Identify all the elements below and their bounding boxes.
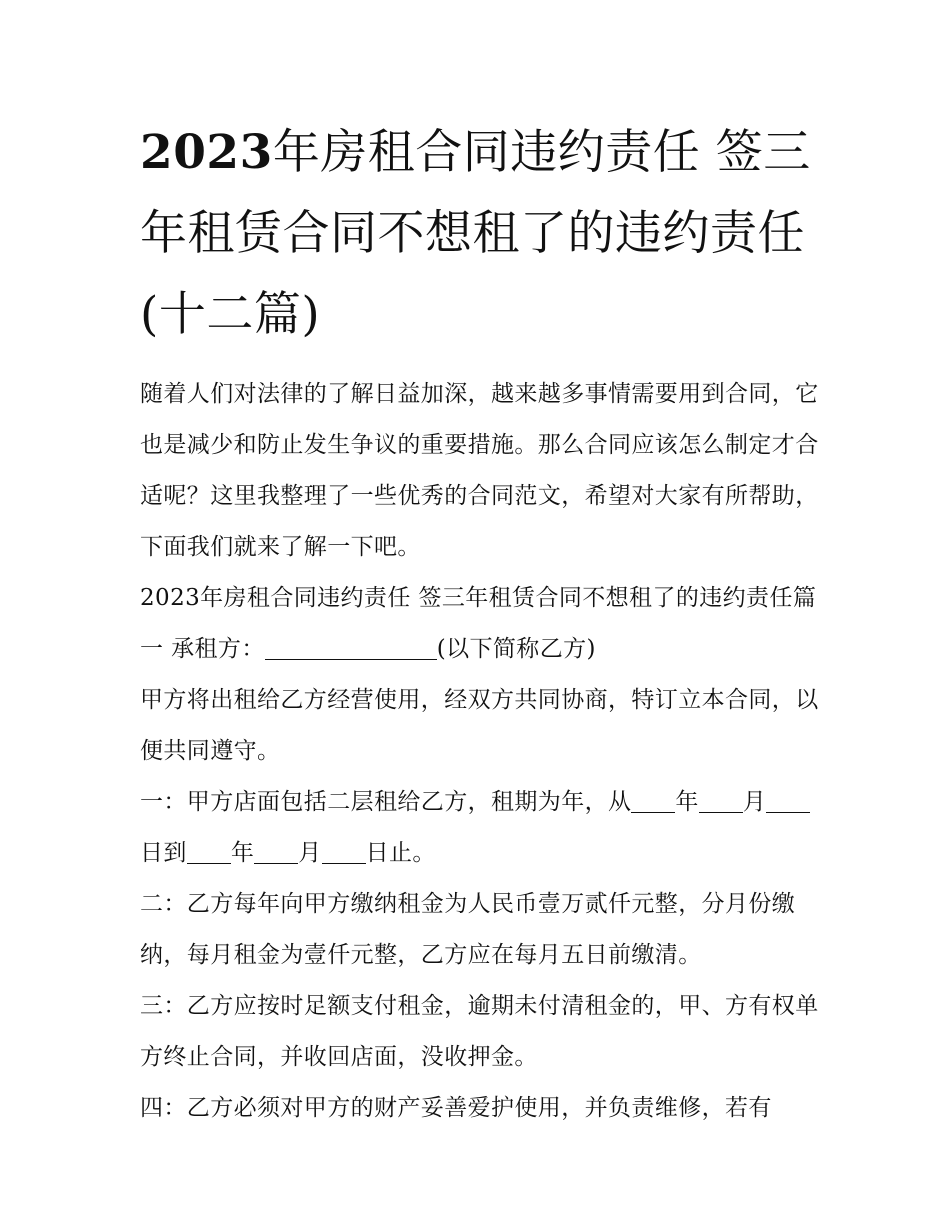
lessee-blank: [265, 635, 437, 660]
clause-1-text-g: 日止。: [365, 840, 436, 866]
start-month-blank: [699, 788, 743, 813]
title-year: 2023: [140, 125, 273, 180]
lessee-suffix: (以下简称乙方): [436, 636, 596, 662]
end-month-blank: [254, 839, 298, 864]
end-day-blank: [322, 839, 366, 864]
lessee-label: 承租方：: [171, 636, 265, 662]
clause-2: 二：乙方每年向甲方缴纳租金为人民币壹万贰仟元整，分月份缴纳，每月租金为壹仟元整，乙方应在每月五日前缴清。: [140, 891, 796, 968]
clause-1-text-e: 年: [230, 840, 255, 866]
clause-1-text-f: 月: [298, 840, 322, 866]
clause-1: [140, 777, 820, 879]
section-heading-paragraph: [140, 573, 820, 675]
clause-1-text-a: 一：甲方店面包括二层租给乙方，租期为年，从: [140, 789, 632, 815]
document-page: [140, 112, 820, 1134]
title-text: 年房租合同违约责任 签三年租赁合同不想租了的违约责任(十二篇): [140, 125, 811, 342]
document-title: [140, 112, 820, 355]
start-day-blank: [766, 788, 810, 813]
intro-paragraph: 随着人们对法律的了解日益加深，越来越多事情需要用到合同，它也是减少和防止发生争议的重要措施。那么合同应该怎么制定才合适呢？这里我整理了一些优秀的合同范文，希望对大家有所帮助，下面我们就来了解一下吧。: [140, 381, 819, 560]
clause-3: 三：乙方应按时足额支付租金，逾期未付清租金的，甲、方有权单方终止合同，并收回店面，没收押金。: [140, 993, 819, 1070]
lease-purpose-paragraph: 甲方将出租给乙方经营使用，经双方共同协商，特订立本合同，以便共同遵守。: [140, 687, 819, 764]
end-year-blank: [187, 839, 231, 864]
clause-1-text-c: 月: [742, 789, 767, 815]
section-heading: 2023年房租合同违约责任 签三年租赁合同不想租了的违约责任篇一: [140, 585, 817, 662]
clause-1-text-d: 日到: [140, 840, 187, 866]
clause-1-text-b: 年: [675, 789, 699, 815]
clause-4: 四：乙方必须对甲方的财产妥善爱护使用，并负责维修，若有: [140, 1095, 772, 1121]
start-year-blank: [631, 788, 675, 813]
